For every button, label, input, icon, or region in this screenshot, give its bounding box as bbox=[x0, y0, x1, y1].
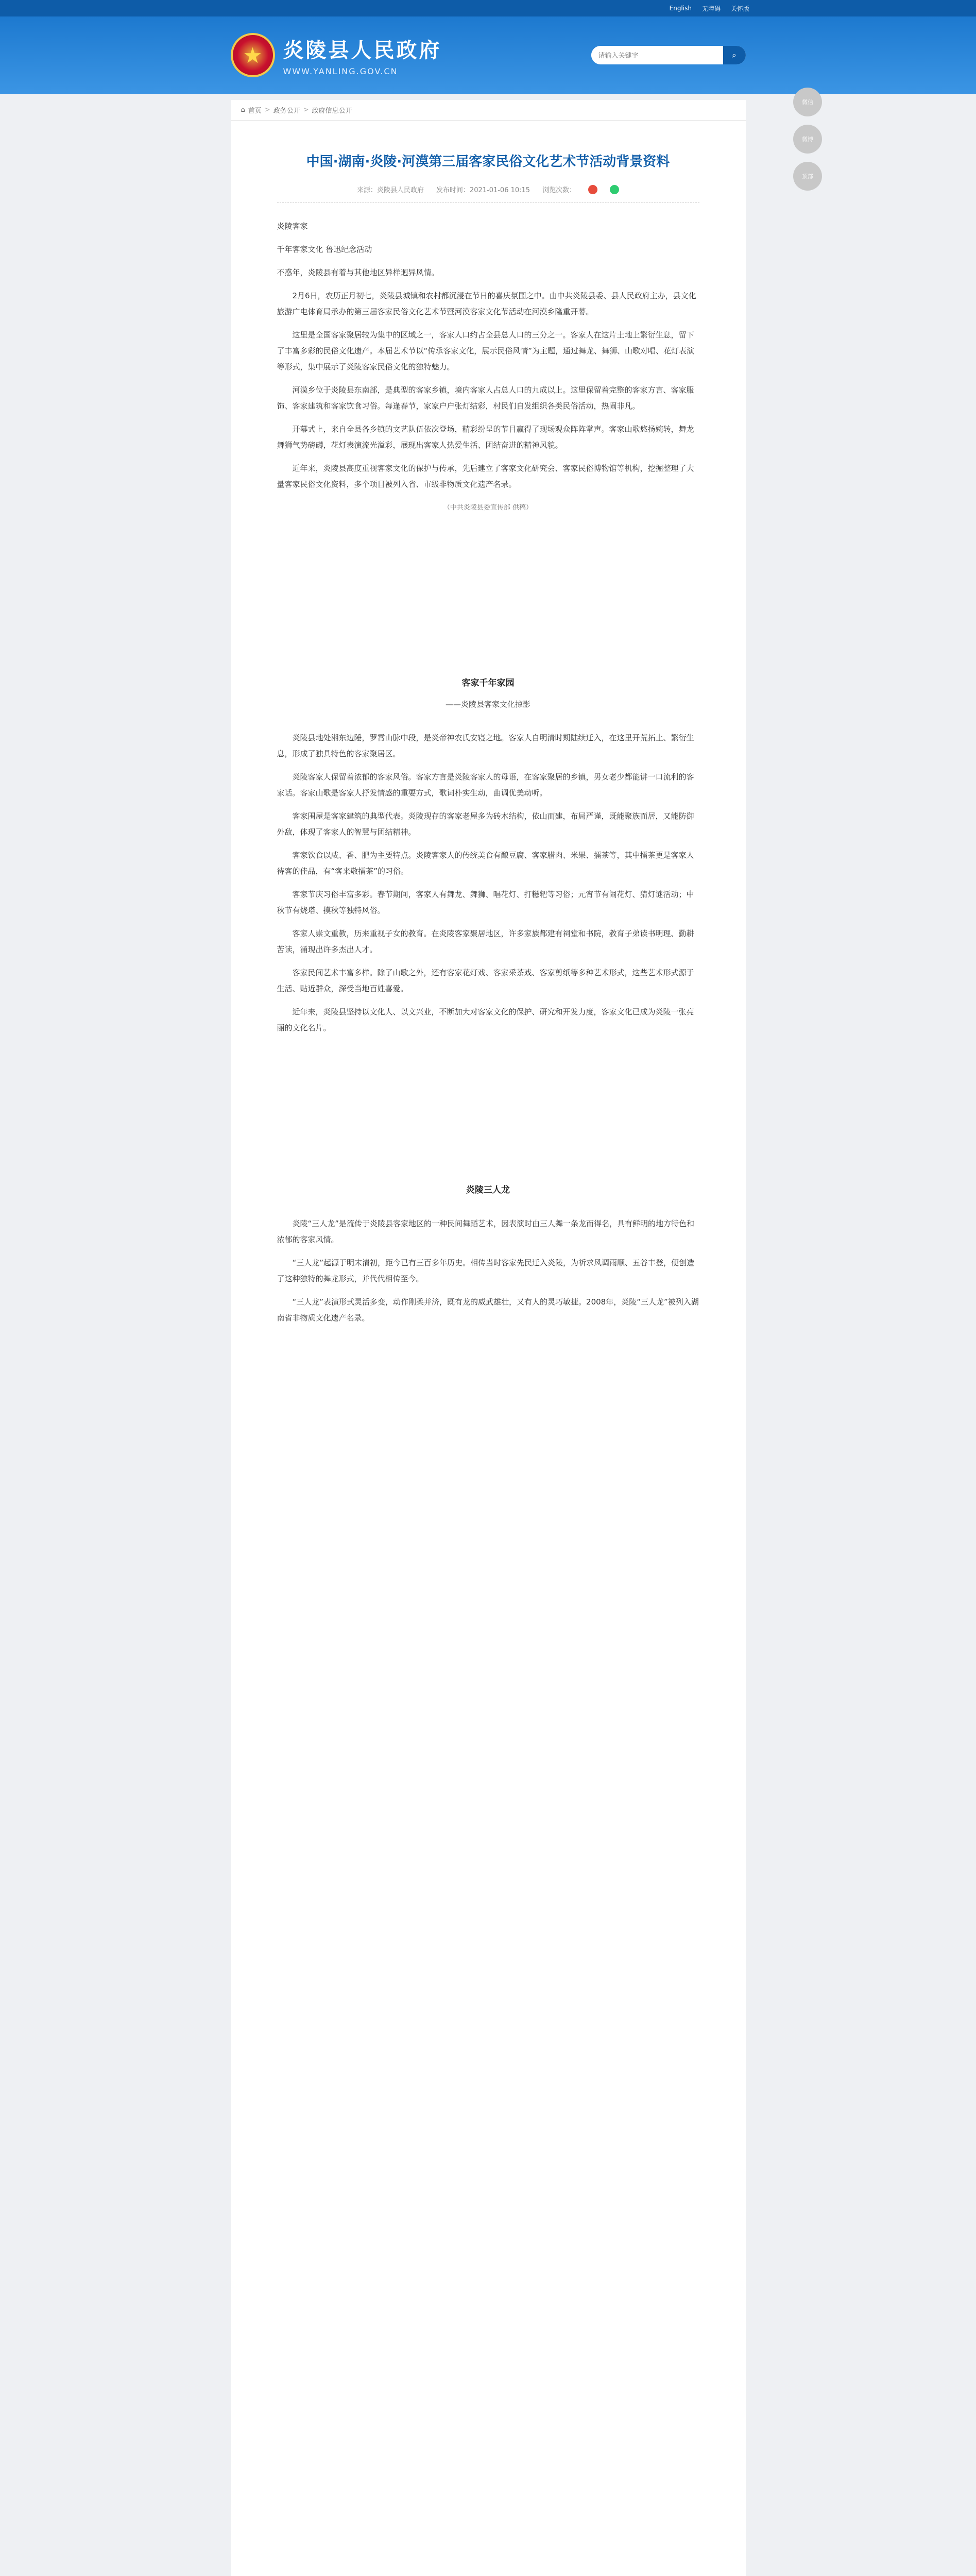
paragraph: 客家节庆习俗丰富多彩。春节期间，客家人有舞龙、舞狮、唱花灯、打糍粑等习俗；元宵节有闹花灯、猜灯谜活动；中秋节有烧塔、摸秋等独特风俗。 bbox=[277, 890, 694, 915]
weibo-share-icon[interactable]: 微博 bbox=[793, 125, 822, 154]
side-tools bbox=[793, 88, 822, 191]
article-source: 来源：炎陵县人民政府 bbox=[356, 187, 424, 194]
section-title: 炎陵三人龙 bbox=[466, 1185, 510, 1195]
back-to-top-icon[interactable]: 顶部 bbox=[793, 162, 822, 191]
topbar-link-accessible[interactable]: 无障碍 bbox=[701, 5, 721, 12]
search-box bbox=[591, 46, 746, 64]
article-note: （中共炎陵县委宣传部 供稿） bbox=[443, 504, 533, 512]
paragraph: 炎陵客家人保留着浓郁的客家风俗。客家方言是炎陵客家人的母语，在客家聚居的乡镇，男女老少都能讲一口流利的客家话。客家山歌是客家人抒发情感的重要方式，歌词朴实生动，曲调优美动听。 bbox=[277, 772, 694, 798]
section-subtitle: ——炎陵县客家文化掠影 bbox=[445, 700, 530, 709]
paragraph: 炎陵“三人龙”是流传于炎陵县客家地区的一种民间舞蹈艺术，因表演时由三人舞一条龙而得名，具有鲜明的地方特色和浓郁的客家风情。 bbox=[277, 1219, 695, 1244]
site-name: 炎陵县人民政府 bbox=[283, 39, 442, 62]
top-bar bbox=[0, 0, 976, 16]
paragraph: “三人龙”表演形式灵活多变，动作刚柔并济，既有龙的威武雄壮，又有人的灵巧敏捷。2008年，炎陵“三人龙”被列入湖南省非物质文化遗产名录。 bbox=[277, 1297, 699, 1323]
paragraph: 这里是全国客家聚居较为集中的区域之一，客家人口约占全县总人口的三分之一。客家人在这片土地上繁衍生息，留下了丰富多彩的民俗文化遗产。本届艺术节以“传承客家文化，展示民俗风情”为主题，通过舞龙、舞狮、山歌对唱、花灯表演等形式，集中展示了炎陵客家民俗文化的独特魅力。 bbox=[277, 330, 695, 371]
section-title: 客家千年家园 bbox=[461, 678, 515, 688]
article-views: 浏览次数： bbox=[542, 187, 576, 194]
paragraph: 2月6日，农历正月初七，炎陵县城镇和农村都沉浸在节日的喜庆氛围之中。由中共炎陵县委、县人民政府主办，县文化旅游广电体育局承办的第三届客家民俗文化艺术节暨河漠客家文化节活动在河漠乡隆重开幕。 bbox=[277, 291, 696, 316]
intro-line: 不惑年，炎陵县有着与其他地区异样迥异风情。 bbox=[277, 268, 439, 277]
article-date: 发布时间：2021-01-06 10:15 bbox=[436, 187, 530, 194]
search-icon: ⌕ bbox=[732, 50, 737, 60]
article-title: 中国·湖南·炎陵·河漠第三届客家民俗文化艺术节活动背景资料 bbox=[306, 154, 670, 170]
breadcrumb-separator: > bbox=[264, 106, 270, 114]
paragraph: 客家人崇文重教，历来重视子女的教育。在炎陵客家聚居地区，许多家族都建有祠堂和书院，教育子弟读书明理、勤耕苦读，涌现出许多杰出人才。 bbox=[277, 929, 694, 954]
breadcrumb-home[interactable]: 首页 bbox=[248, 107, 262, 115]
paragraph: 客家饮食以咸、香、肥为主要特点。炎陵客家人的传统美食有酿豆腐、客家腊肉、米果、擂茶等，其中擂茶更是客家人待客的佳品，有“客来敬擂茶”的习俗。 bbox=[277, 851, 694, 876]
article-meta bbox=[277, 184, 699, 203]
brand[interactable] bbox=[231, 33, 442, 77]
article bbox=[231, 121, 746, 2576]
paragraph: 开幕式上，来自全县各乡镇的文艺队伍依次登场，精彩纷呈的节目赢得了现场观众阵阵掌声。客家山歌悠扬婉转，舞龙舞狮气势磅礴，花灯表演流光溢彩，展现出客家人热爱生活、团结奋进的精神风貌。 bbox=[277, 425, 694, 450]
breadcrumb bbox=[231, 100, 746, 121]
topbar-link-english[interactable]: English bbox=[669, 5, 692, 12]
topbar-link-care[interactable]: 关怀版 bbox=[730, 5, 749, 12]
breadcrumb-info[interactable]: 政府信息公开 bbox=[312, 107, 352, 115]
breadcrumb-separator: > bbox=[303, 106, 309, 114]
main-content bbox=[231, 100, 746, 2576]
search-button[interactable] bbox=[723, 46, 746, 64]
search-input[interactable] bbox=[591, 52, 723, 59]
breadcrumb-public[interactable]: 政务公开 bbox=[273, 107, 300, 115]
article-body bbox=[277, 218, 699, 1326]
intro-line: 炎陵客家 bbox=[277, 222, 308, 231]
weibo-icon[interactable] bbox=[588, 185, 597, 194]
site-domain: WWW.YANLING.GOV.CN bbox=[283, 66, 398, 76]
wechat-share-icon[interactable]: 微信 bbox=[793, 88, 822, 116]
paragraph: 近年来，炎陵县坚持以文化人、以文兴业，不断加大对客家文化的保护、研究和开发力度，客家文化已成为炎陵一张亮丽的文化名片。 bbox=[277, 1007, 694, 1032]
paragraph: “三人龙”起源于明末清初，距今已有三百多年历史。相传当时客家先民迁入炎陵，为祈求风调雨顺、五谷丰登，便创造了这种独特的舞龙形式，并代代相传至今。 bbox=[277, 1258, 695, 1283]
site-header bbox=[0, 16, 976, 94]
wechat-icon[interactable] bbox=[610, 185, 619, 194]
paragraph: 客家围屋是客家建筑的典型代表。炎陵现存的客家老屋多为砖木结构，依山而建，布局严谨，既能聚族而居，又能防御外敌，体现了客家人的智慧与团结精神。 bbox=[277, 811, 694, 837]
paragraph: 客家民间艺术丰富多样。除了山歌之外，还有客家花灯戏、客家采茶戏、客家剪纸等多种艺术形式，这些艺术形式源于生活、贴近群众，深受当地百姓喜爱。 bbox=[277, 968, 694, 993]
intro-line: 千年客家文化 鲁迅纪念活动 bbox=[277, 245, 372, 254]
paragraph: 河漠乡位于炎陵县东南部，是典型的客家乡镇，境内客家人占总人口的九成以上。这里保留着完整的客家方言、客家服饰、客家建筑和客家饮食习俗。每逢春节，家家户户张灯结彩，村民们自发组织各类民俗活动，热闹非凡。 bbox=[277, 385, 694, 411]
national-emblem-icon: ★ bbox=[231, 33, 275, 77]
home-icon: ⌂ bbox=[241, 106, 245, 114]
paragraph: 炎陵县地处湘东边陲，罗霄山脉中段，是炎帝神农氏安寝之地。客家人自明清时期陆续迁入，在这里开荒拓土、繁衍生息，形成了独具特色的客家聚居区。 bbox=[277, 733, 694, 758]
paragraph: 近年来，炎陵县高度重视客家文化的保护与传承，先后建立了客家文化研究会、客家民俗博物馆等机构，挖掘整理了大量客家民俗文化资料，多个项目被列入省、市级非物质文化遗产名录。 bbox=[277, 464, 694, 489]
